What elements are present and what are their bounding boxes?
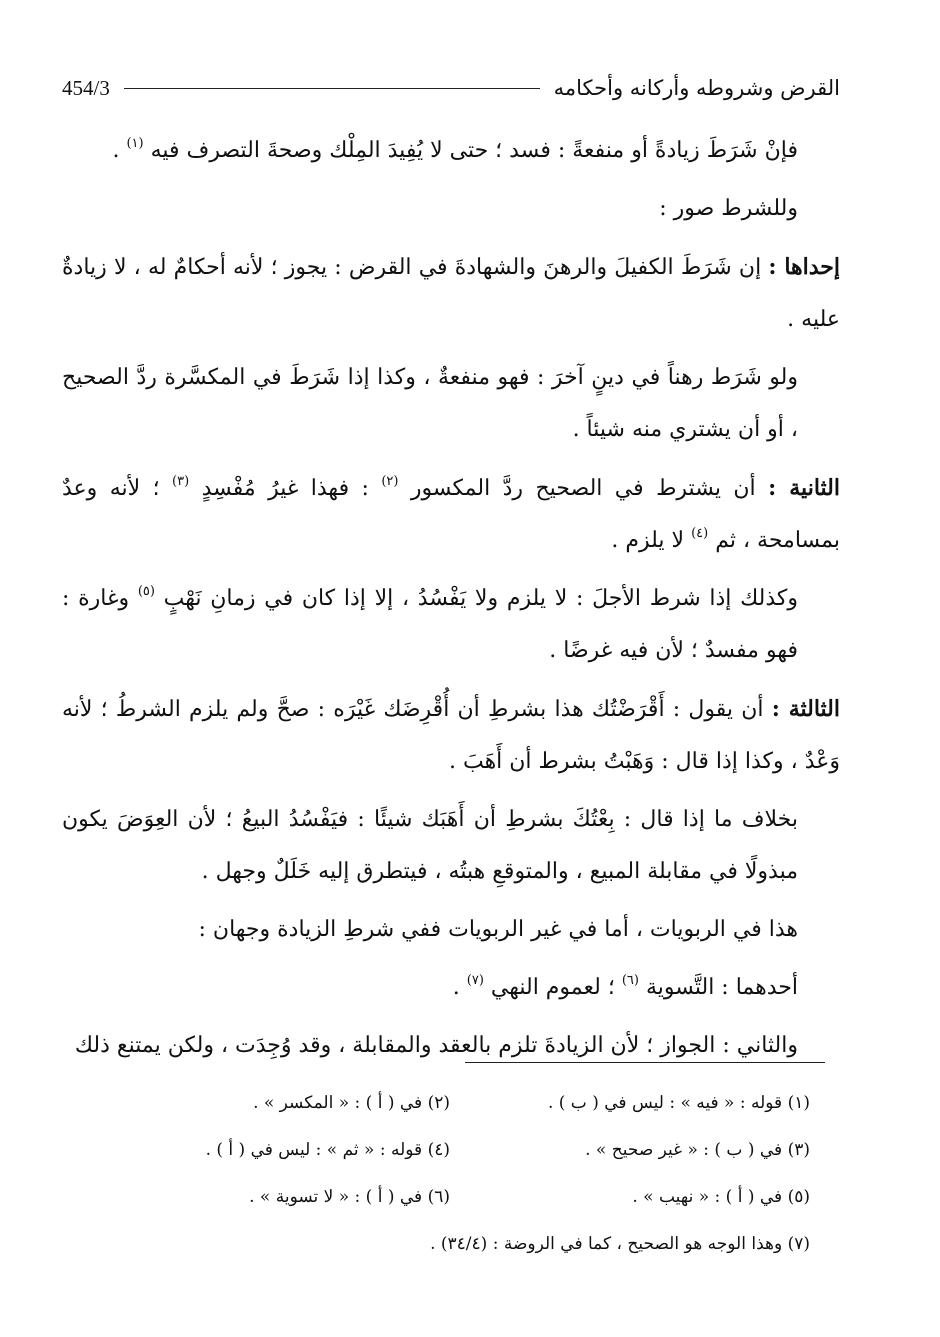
footnote: (١) قوله : « فيه » : ليس في ( ب ) . [547,1093,810,1113]
paragraph [62,352,840,456]
paragraph [62,462,840,567]
paragraph [62,125,840,177]
footnote-ref: (٤) [691,526,709,541]
paragraph-text: وغارة : فهو مفسدٌ ؛ لأن فيه غرضًا . [62,586,798,663]
paragraph [62,241,840,346]
paragraph [62,1020,840,1072]
footnote: (٣) في ( ب ) : « غير صحيح » . [585,1140,810,1160]
paragraph [62,683,840,788]
footnote: (٤) قوله : « ثم » : ليس في ( أ ) . [205,1140,450,1160]
page-number: 454/3 [62,75,110,100]
paragraph-text: : فهذا غيرُ مُفْسِدٍ [189,476,382,501]
paragraph [62,962,840,1014]
paragraph-text: ؛ لعموم النهي [483,975,622,1000]
paragraph-text: . [452,975,467,1000]
footnote-ref: (٢) [381,474,399,489]
footnote-ref: (٣) [172,474,190,489]
footnotes [90,1090,810,1278]
paragraph-text: . [112,138,127,163]
footnote-row [90,1184,810,1210]
footnote: (٦) في ( أ ) : « لا تسوية » . [249,1187,450,1207]
footnote-row [90,1137,810,1163]
paragraph [62,183,840,235]
footnote-ref: (٦) [621,973,639,988]
header-rule [124,88,540,89]
paragraph-text: هذا في الربويات ، أما في غير الربويات ففي شرطِ الزيادة وجهان : [198,917,798,942]
paragraph [62,573,840,677]
paragraph-text: ولو شَرَط رهناً في دينٍ آخرَ : فهو منفعةٌ ، وكذا إذا شَرَطَ في المكسَّرة ردَّ الصحيح ، أو أن يشتري منه شيئاً . [62,365,798,442]
paragraph-text: أن يشترط في الصحيح ردَّ المكسور [398,476,769,501]
paragraph-text: وكذلك إذا شرط الأجلَ : لا يلزم ولا يَفْسُدُ ، إلا إذا كان في زمانِ نَهْبٍ [154,586,798,611]
paragraph-text: فإنْ شَرَطَ زيادةً أو منفعةً : فسد ؛ حتى لا يُفِيدَ المِلْك وصحةَ التصرف فيه [150,138,798,163]
running-title: القرض وشروطه وأركانه وأحكامه [553,76,840,100]
page-header [62,70,840,106]
paragraph-text: أحدهما : التَّسوية [638,975,798,1000]
section-lead: الثانية : [768,475,840,501]
footnote-row [90,1231,810,1257]
footnote-row [90,1090,810,1116]
footnote: (٢) في ( أ ) : « المكسر » . [253,1093,450,1113]
footnote: (٥) في ( أ ) : « نهيب » . [632,1187,810,1207]
paragraph [62,794,840,898]
section-lead: إحداها : [768,254,840,280]
paragraph [62,904,840,956]
footnote-ref: (١) [126,136,144,151]
paragraph-text: لا يلزم . [611,528,692,553]
paragraph-text: بخلاف ما إذا قال : بِعْتُكَ بشرطِ أن أَهَبَك شيئًا : فيَفْسُدُ البيعُ ؛ لأن العِوَضَ يكون مبذولًا في مقابلة المبيع ، والمتوقعِ هبتُه ، فيتطرق إليه خَلَلٌ وجهل . [62,807,798,884]
footnote-ref: (٧) [466,973,484,988]
paragraph-text: ؛ لأنه وعدٌ بمسامحة ، ثم [62,476,840,553]
paragraph-text: وللشرط صور : [659,196,798,221]
footnote-ref: (٥) [137,584,155,599]
section-lead: الثالثة : [771,696,840,722]
main-text [62,125,840,1078]
footnote-separator [465,1062,825,1063]
paragraph-text: أن يقول : أَقْرَضْتُك هذا بشرطِ أن أُقْرِضَك غَيْرَه : صحَّ ولم يلزم الشرطُ ؛ لأنه وَعْدٌ ، وكذا إذا قال : وَهَبْتُ بشرط أن أَهَبَ . [62,697,840,774]
footnote: (٧) وهذا الوجه هو الصحيح ، كما في الروضة : (٣٤/٤) . [430,1234,810,1254]
paragraph-text: إن شَرَطَ الكفيلَ والرهنَ والشهادةَ في القرض : يجوز ؛ لأنه أحكامٌ له ، لا زيادةٌ عليه . [62,255,840,332]
paragraph-text: والثاني : الجواز ؛ لأن الزيادةَ تلزم بالعقد والمقابلة ، وقد وُجِدَت ، ولكن يمتنع ذلك [74,1033,798,1058]
